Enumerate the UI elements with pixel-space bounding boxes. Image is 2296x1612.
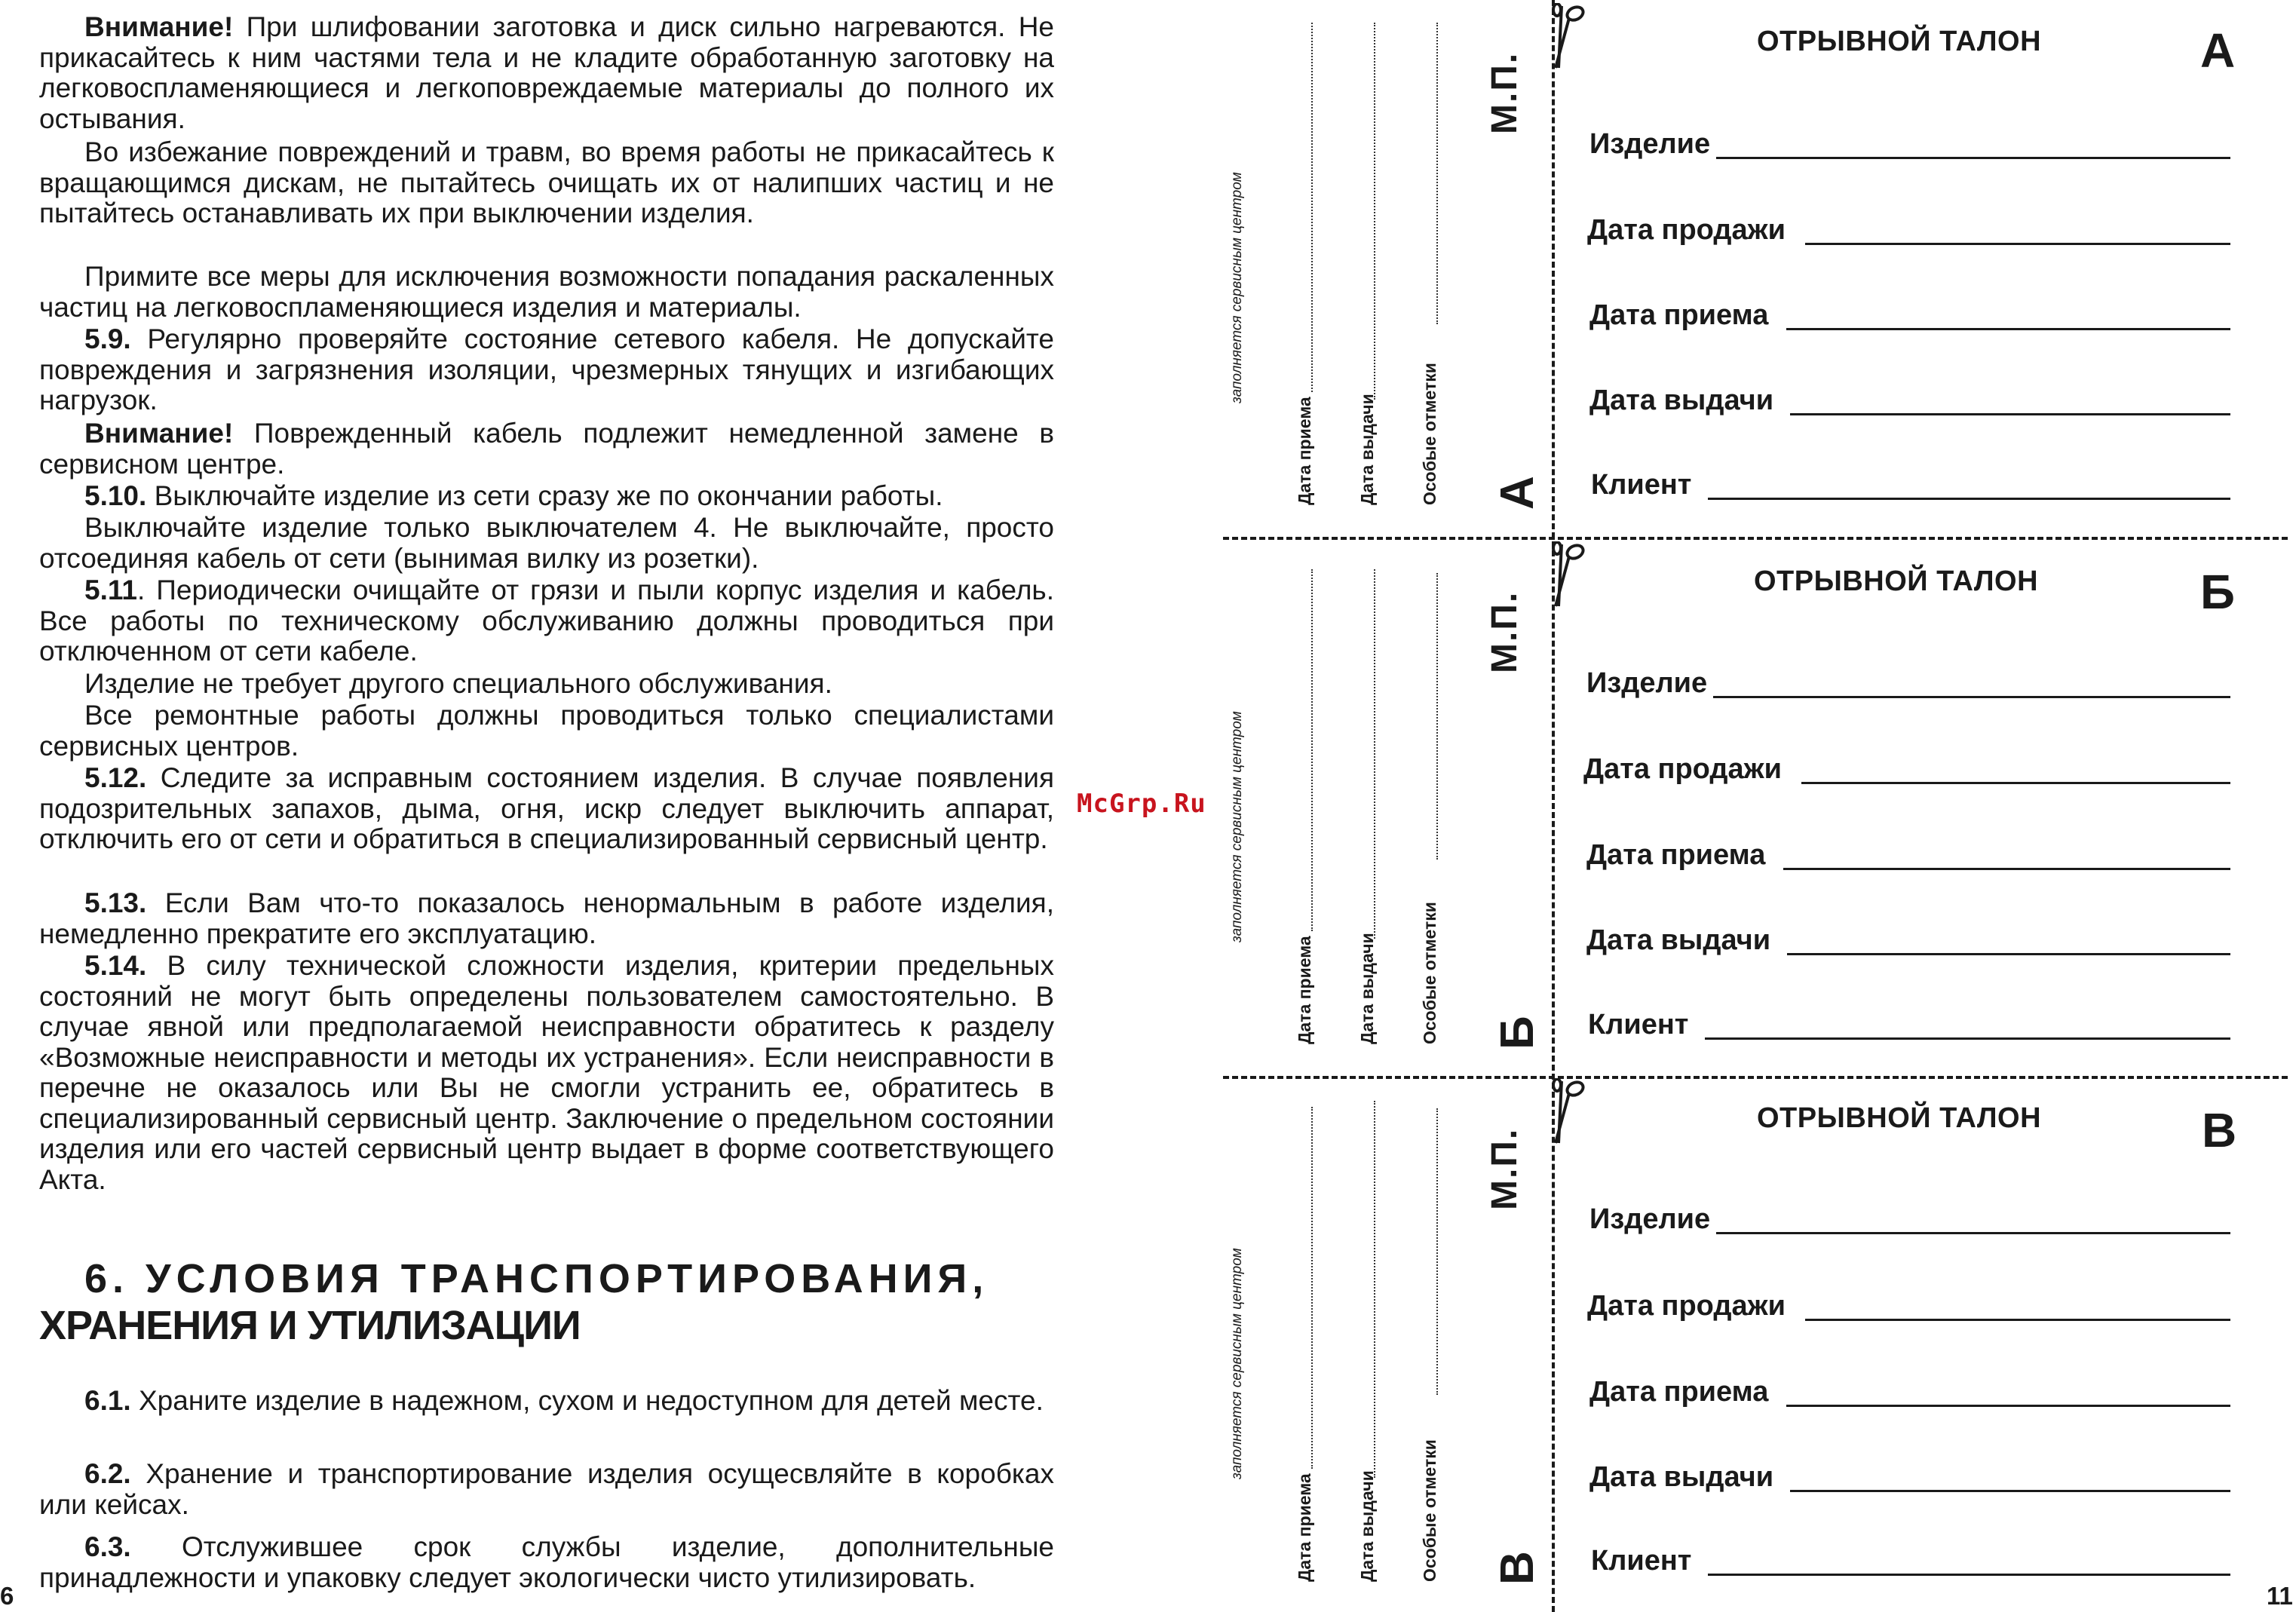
scissors-icon <box>1542 1078 1589 1146</box>
field-sale-date[interactable]: Дата продажи <box>1583 753 2230 784</box>
paragraph: Внимание! Поврежденный кабель подлежит немедленной замене в сервисном центре. <box>39 418 1054 480</box>
paragraph: 6.2. Хранение и транспортирование изделия осущесвляйте в коробках или кейсах. <box>39 1458 1054 1520</box>
field-product[interactable]: Изделие <box>1589 1203 2230 1234</box>
coupon-title: ОТРЫВНОЙ ТАЛОН <box>1757 1102 2042 1134</box>
paragraph: 5.11. Периодически очищайте от грязи и пыли корпус изделия и кабель. Все работы по техническому обслуживанию должны проводиться при отключенном от сети кабеле. <box>39 575 1054 667</box>
stub-letter: В <box>1491 1551 1543 1585</box>
dotted-line <box>1374 1101 1375 1478</box>
dotted-line <box>1436 1108 1438 1395</box>
dotted-line <box>1436 573 1438 860</box>
watermark: McGrp.Ru <box>1077 789 1206 819</box>
field-issue-date[interactable]: Дата выдачи <box>1589 1461 2230 1492</box>
coupon-letter: Б <box>2200 565 2235 619</box>
left-page <box>0 0 1071 1612</box>
field-sale-date[interactable]: Дата продажи <box>1587 1290 2230 1321</box>
stub-date-received: Дата приема <box>1295 936 1314 1044</box>
stub-date-received: Дата приема <box>1295 1473 1314 1582</box>
section-title-line1: 6. УСЛОВИЯ ТРАНСПОРТИРОВАНИЯ, <box>84 1256 989 1301</box>
stub-remarks: Особые отметки <box>1420 363 1439 505</box>
paragraph: Все ремонтные работы должны проводиться только специалистами сервисных центров. <box>39 700 1054 762</box>
coupon-letter: В <box>2202 1103 2237 1157</box>
stub-remarks: Особые отметки <box>1420 902 1439 1044</box>
field-receive-date[interactable]: Дата приема <box>1589 299 2230 330</box>
dotted-line <box>1311 23 1313 392</box>
vertical-cut-line <box>1552 0 1555 1612</box>
stub-stamp: М.П. <box>1485 51 1525 134</box>
dotted-line <box>1311 569 1313 931</box>
stub-note: заполняется сервисным центром <box>1229 1248 1245 1479</box>
field-product[interactable]: Изделие <box>1586 667 2230 698</box>
field-client[interactable]: Клиент <box>1591 1545 2230 1576</box>
horizontal-cut-line <box>1223 537 2288 540</box>
field-client[interactable]: Клиент <box>1588 1009 2230 1040</box>
paragraph: 5.10. Выключайте изделие из сети сразу же по окончании работы. <box>84 480 943 511</box>
stub-note: заполняется сервисным центром <box>1229 711 1245 942</box>
horizontal-cut-line <box>1223 1076 2288 1079</box>
coupon-letter: А <box>2200 23 2236 78</box>
field-receive-date[interactable]: Дата приема <box>1589 1376 2230 1407</box>
stub-stamp: М.П. <box>1485 1127 1525 1210</box>
field-sale-date[interactable]: Дата продажи <box>1587 214 2230 245</box>
stub-letter: А <box>1491 476 1543 510</box>
field-issue-date[interactable]: Дата выдачи <box>1586 924 2230 955</box>
field-issue-date[interactable]: Дата выдачи <box>1589 385 2230 415</box>
stub-note: заполняется сервисным центром <box>1229 172 1245 403</box>
field-product[interactable]: Изделие <box>1589 128 2230 159</box>
stub-letter: Б <box>1491 1016 1543 1050</box>
section-title <box>39 1255 1054 1349</box>
page-number: 6 <box>0 1582 14 1610</box>
field-client[interactable]: Клиент <box>1591 469 2230 500</box>
section-title-line2: ХРАНЕНИЯ И УТИЛИЗАЦИИ <box>39 1303 581 1348</box>
page-number: 11 <box>2267 1582 2293 1610</box>
paragraph: 6.3. Отслужившее срок службы изделие, дополнительные принадлежности и упаковку следует экологически чисто утилизировать. <box>39 1531 1054 1593</box>
paragraph: Выключайте изделие только выключателем 4. Не выключайте, просто отсоединяя кабель от сети (вынимая вилку из розетки). <box>39 512 1054 574</box>
stub-stamp: М.П. <box>1485 590 1525 673</box>
paragraph: 5.9. Регулярно проверяйте состояние сетевого кабеля. Не допускайте повреждения и загрязнения изоляции, чрезмерных тянущих и изгибающих нагрузок. <box>39 323 1054 415</box>
dotted-line <box>1374 23 1375 400</box>
stub-date-issued: Дата выдачи <box>1357 933 1377 1044</box>
stub-date-issued: Дата выдачи <box>1357 1470 1377 1582</box>
paragraph: 6.1. Храните изделие в надежном, сухом и недоступном для детей месте. <box>84 1385 1044 1416</box>
stub-remarks: Особые отметки <box>1420 1439 1439 1582</box>
paragraph: Во избежание повреждений и травм, во время работы не прикасайтесь к вращающимся дискам, не пытайтесь очищать их от налипших частиц и не пытайтесь останавливать их при выключении изделия. <box>39 136 1054 228</box>
paragraph: 5.14. В силу технической сложности изделия, критерии предельных состояний не могут быть определены пользователем самостоятельно. В случае явной или предполагаемой неисправности обратитесь к разделу «Возможные неисправности и методы их устранения». Если неисправности в перечне не оказалось или Вы не смогли устранить ее, обратитесь в специализированный сервисный центр. Заключение о предельном состоянии изделия или его частей сервисный центр выдает в форме соответствующего Акта. <box>39 950 1054 1195</box>
coupon-title: ОТРЫВНОЙ ТАЛОН <box>1754 565 2039 597</box>
dotted-line <box>1311 1107 1313 1469</box>
paragraph: 5.13. Если Вам что-то показалось ненормальным в работе изделия, немедленно прекратите его эксплуатацию. <box>39 887 1054 949</box>
scissors-icon <box>1542 3 1589 71</box>
field-receive-date[interactable]: Дата приема <box>1586 839 2230 870</box>
stub-date-issued: Дата выдачи <box>1357 394 1377 505</box>
dotted-line <box>1374 569 1375 939</box>
paragraph: Внимание! При шлифовании заготовка и диск сильно нагреваются. Не прикасайтесь к ним частями тела и не кладите обработанную заготовку на легковоспламеняющиеся и легкоповреждаемые материалы до полного их остывания. <box>39 11 1054 134</box>
coupon-title: ОТРЫВНОЙ ТАЛОН <box>1757 26 2042 57</box>
dotted-line <box>1436 23 1438 324</box>
scissors-icon <box>1542 541 1589 609</box>
paragraph: 5.12. Следите за исправным состоянием изделия. В случае появления подозрительных запахов, дыма, огня, искр следует выключить аппарат, отключить его от сети и обратиться в специализированный сервисный центр. <box>39 762 1054 854</box>
paragraph: Изделие не требует другого специального обслуживания. <box>84 668 832 699</box>
stub-date-received: Дата приема <box>1295 397 1314 505</box>
paragraph: Примите все меры для исключения возможности попадания раскаленных частиц на легковоспламеняющиеся изделия и материалы. <box>39 261 1054 323</box>
